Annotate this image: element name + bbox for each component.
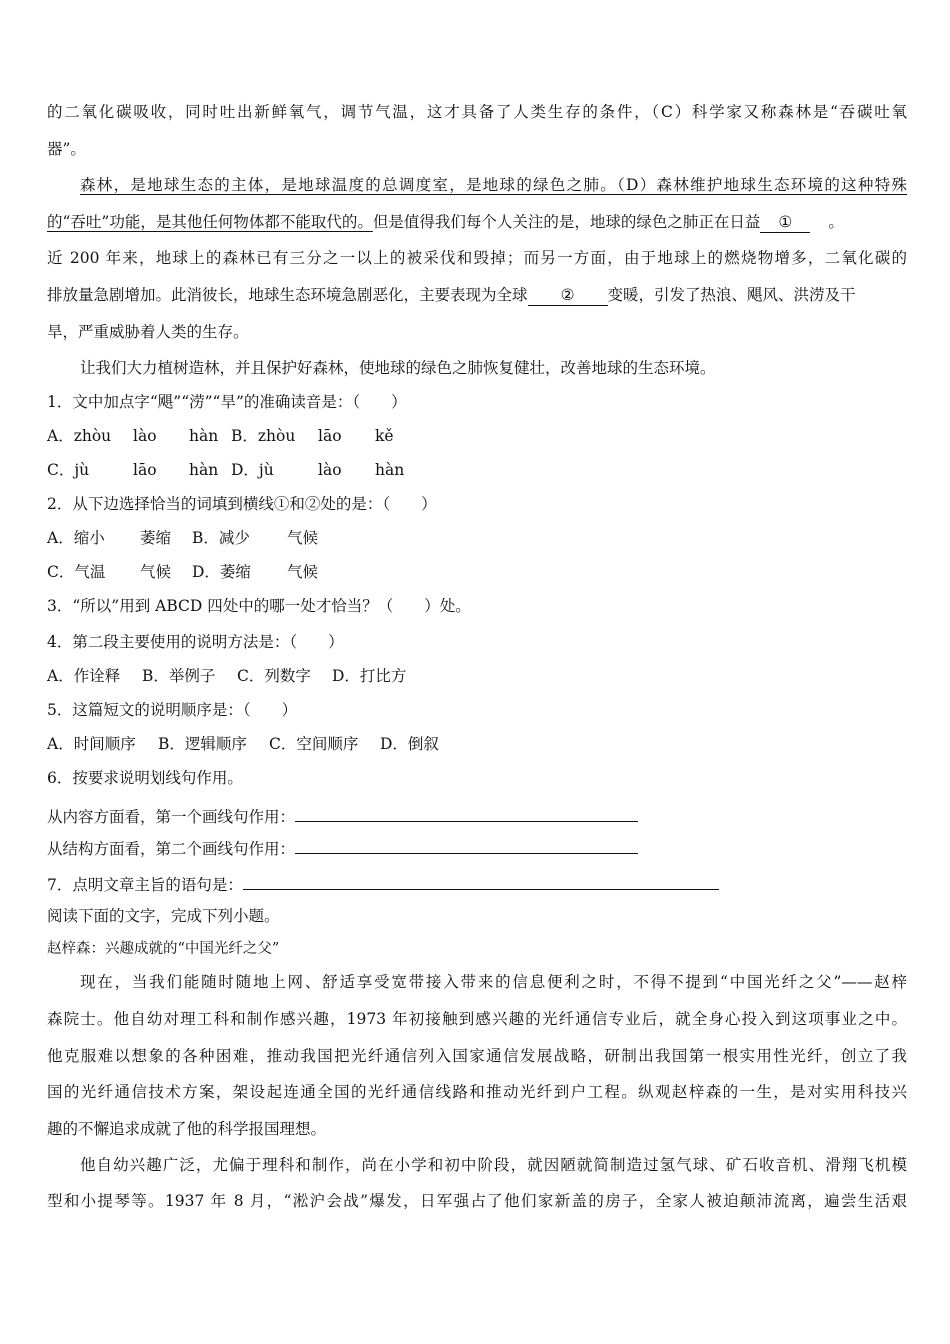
option-c-1: C．jù	[47, 461, 90, 479]
passage2-p1-line-3: 他克服难以想象的各种困难，推动我国把光纤通信列入国家通信发展战略，研制出我国第一根实用性光纤，创立了我	[47, 1047, 907, 1065]
passage2-p1-line-1: 现在，当我们能随时随地上网、舒适享受宽带接入带来的信息便利之时，不得不提到“中国光纤之父”——赵梓	[80, 973, 907, 991]
question-4-options	[47, 666, 907, 686]
question-6: 6．按要求说明划线句作用。	[47, 769, 243, 787]
question-4: 4．第二段主要使用的说明方法是：（ ）	[47, 633, 344, 651]
option-d: D．打比方	[332, 667, 407, 685]
passage2-p1-line-2: 森院士。他自幼对理工科和制作感兴趣，1973 年初接触到感兴趣的光纤通信专业后，就全身心投入到这项事业之中。	[47, 1010, 907, 1028]
passage1-p2-line-5: 旱，严重威胁着人类的生存。	[47, 323, 249, 341]
passage1-p2-text: 但是值得我们每个人关注的是，地球的绿色之肺正在日益	[372, 213, 761, 231]
option-a: A．时间顺序	[47, 735, 136, 753]
passage2-p2-line-2: 型和小提琴等。1937 年 8 月，“淞沪会战”爆发，日军强占了他们家新盖的房子，全家人被迫颠沛流离，遍尝生活艰	[47, 1192, 907, 1210]
option-a-2: lào	[133, 427, 157, 445]
option-d-1: D．jù	[231, 461, 274, 479]
passage2-intro: 阅读下面的文字，完成下列小题。	[47, 907, 280, 925]
option-c-2: lāo	[133, 461, 157, 479]
answer-line-content[interactable]	[295, 805, 638, 822]
option-b-3: kě	[375, 427, 394, 445]
underlined-sentence-1-end: 的“吞吐”功能，是其他任何物体都不能取代的。	[47, 213, 373, 231]
option-c-2: 气候	[140, 563, 172, 581]
period: 。	[828, 213, 844, 231]
passage1-p3: 让我们大力植树造林，并且保护好森林，使地球的绿色之肺恢复健壮，改善地球的生态环境。	[80, 359, 716, 377]
question-6-structure	[47, 837, 907, 859]
option-c: C．列数字	[237, 667, 311, 685]
question-6-structure-label: 从结构方面看，第二个画线句作用：	[47, 840, 296, 858]
option-c: C．空间顺序	[269, 735, 359, 753]
passage2-p1-line-5: 趣的不懈追求成就了他的科学报国理想。	[47, 1120, 327, 1138]
option-b: B．举例子	[142, 667, 216, 685]
option-d-3: hàn	[375, 461, 405, 479]
option-a-3: hàn	[189, 427, 219, 445]
question-1-options-ab	[47, 426, 907, 446]
question-5: 5．这篇短文的说明顺序是：（ ）	[47, 701, 298, 719]
option-a-1: A．缩小	[47, 529, 105, 547]
passage1-p2-text-a: 排放量急剧增加。此消彼长，地球生态环境急剧恶化，主要表现为全球	[47, 286, 528, 304]
question-3: 3．“所以”用到 ABCD 四处中的哪一处才恰当？（ ）处。	[47, 597, 471, 615]
passage1-p2-line-4	[47, 285, 907, 306]
question-6-content-label: 从内容方面看，第一个画线句作用：	[47, 808, 296, 826]
question-1-options-cd	[47, 460, 907, 480]
passage2-p1-line-4: 国的光纤通信技术方案，架设起连通全国的光纤通信线路和推动光纤到户工程。纵观赵梓森的一生，是对实用科技兴	[47, 1083, 907, 1101]
question-6-content	[47, 805, 907, 827]
option-a-2: 萎缩	[140, 529, 172, 547]
passage2-p2-line-1: 他自幼兴趣广泛，尤偏于理科和制作，尚在小学和初中阶段，就因陋就简制造过氢气球、矿石收音机、滑翔飞机模	[80, 1156, 907, 1174]
passage1-p2-text-b: 变暖，引发了热浪、飓风、洪涝及干	[607, 286, 856, 304]
option-b-2: lāo	[318, 427, 342, 445]
option-d-1: D．萎缩	[192, 563, 251, 581]
option-d-2: lào	[318, 461, 342, 479]
answer-line-7[interactable]	[243, 873, 719, 890]
question-1: 1．文中加点字“飓”“涝”“旱”的准确读音是：（ ）	[47, 393, 407, 411]
option-b: B．逻辑顺序	[158, 735, 247, 753]
option-c-3: hàn	[189, 461, 219, 479]
question-2-options-cd	[47, 562, 907, 582]
question-2-options-ab	[47, 528, 907, 548]
option-b-1: B．减少	[192, 529, 250, 547]
option-d-2: 气候	[287, 563, 319, 581]
option-c-1: C．气温	[47, 563, 106, 581]
question-7-label: 7．点明文章主旨的语句是：	[47, 876, 243, 894]
blank-1: ①	[760, 212, 810, 233]
option-b-2: 气候	[287, 529, 319, 547]
option-d: D．倒叙	[380, 735, 439, 753]
question-2: 2．从下边选择恰当的词填到横线①和②处的是：（ ）	[47, 495, 437, 513]
underlined-sentence-1: 森林，是地球生态的主体，是地球温度的总调度室，是地球的绿色之肺。（D）森林维护地球生态环境的这种特殊	[80, 176, 907, 194]
passage2-title: 赵梓森：兴趣成就的“中国光纤之父”	[47, 941, 280, 957]
answer-line-structure[interactable]	[295, 837, 638, 854]
option-b-1: B．zhòu	[231, 427, 296, 445]
option-a: A．作诠释	[47, 667, 121, 685]
passage1-p2-line-2	[47, 212, 907, 233]
question-5-options	[47, 734, 907, 754]
passage1-p2-line-3: 近 200 年来，地球上的森林已有三分之一以上的被采伐和毁掉；而另一方面，由于地球上的燃烧物增多，二氧化碳的	[47, 249, 907, 267]
question-7	[47, 873, 907, 895]
option-a-1: A．zhòu	[47, 427, 112, 445]
passage1-line-1: 的二氧化碳吸收，同时吐出新鲜氧气，调节气温，这才具备了人类生存的条件，（C）科学家又称森林是“吞碳吐氧	[47, 103, 907, 121]
passage1-line-2: 器”。	[47, 140, 86, 158]
blank-2: ②	[528, 285, 608, 306]
